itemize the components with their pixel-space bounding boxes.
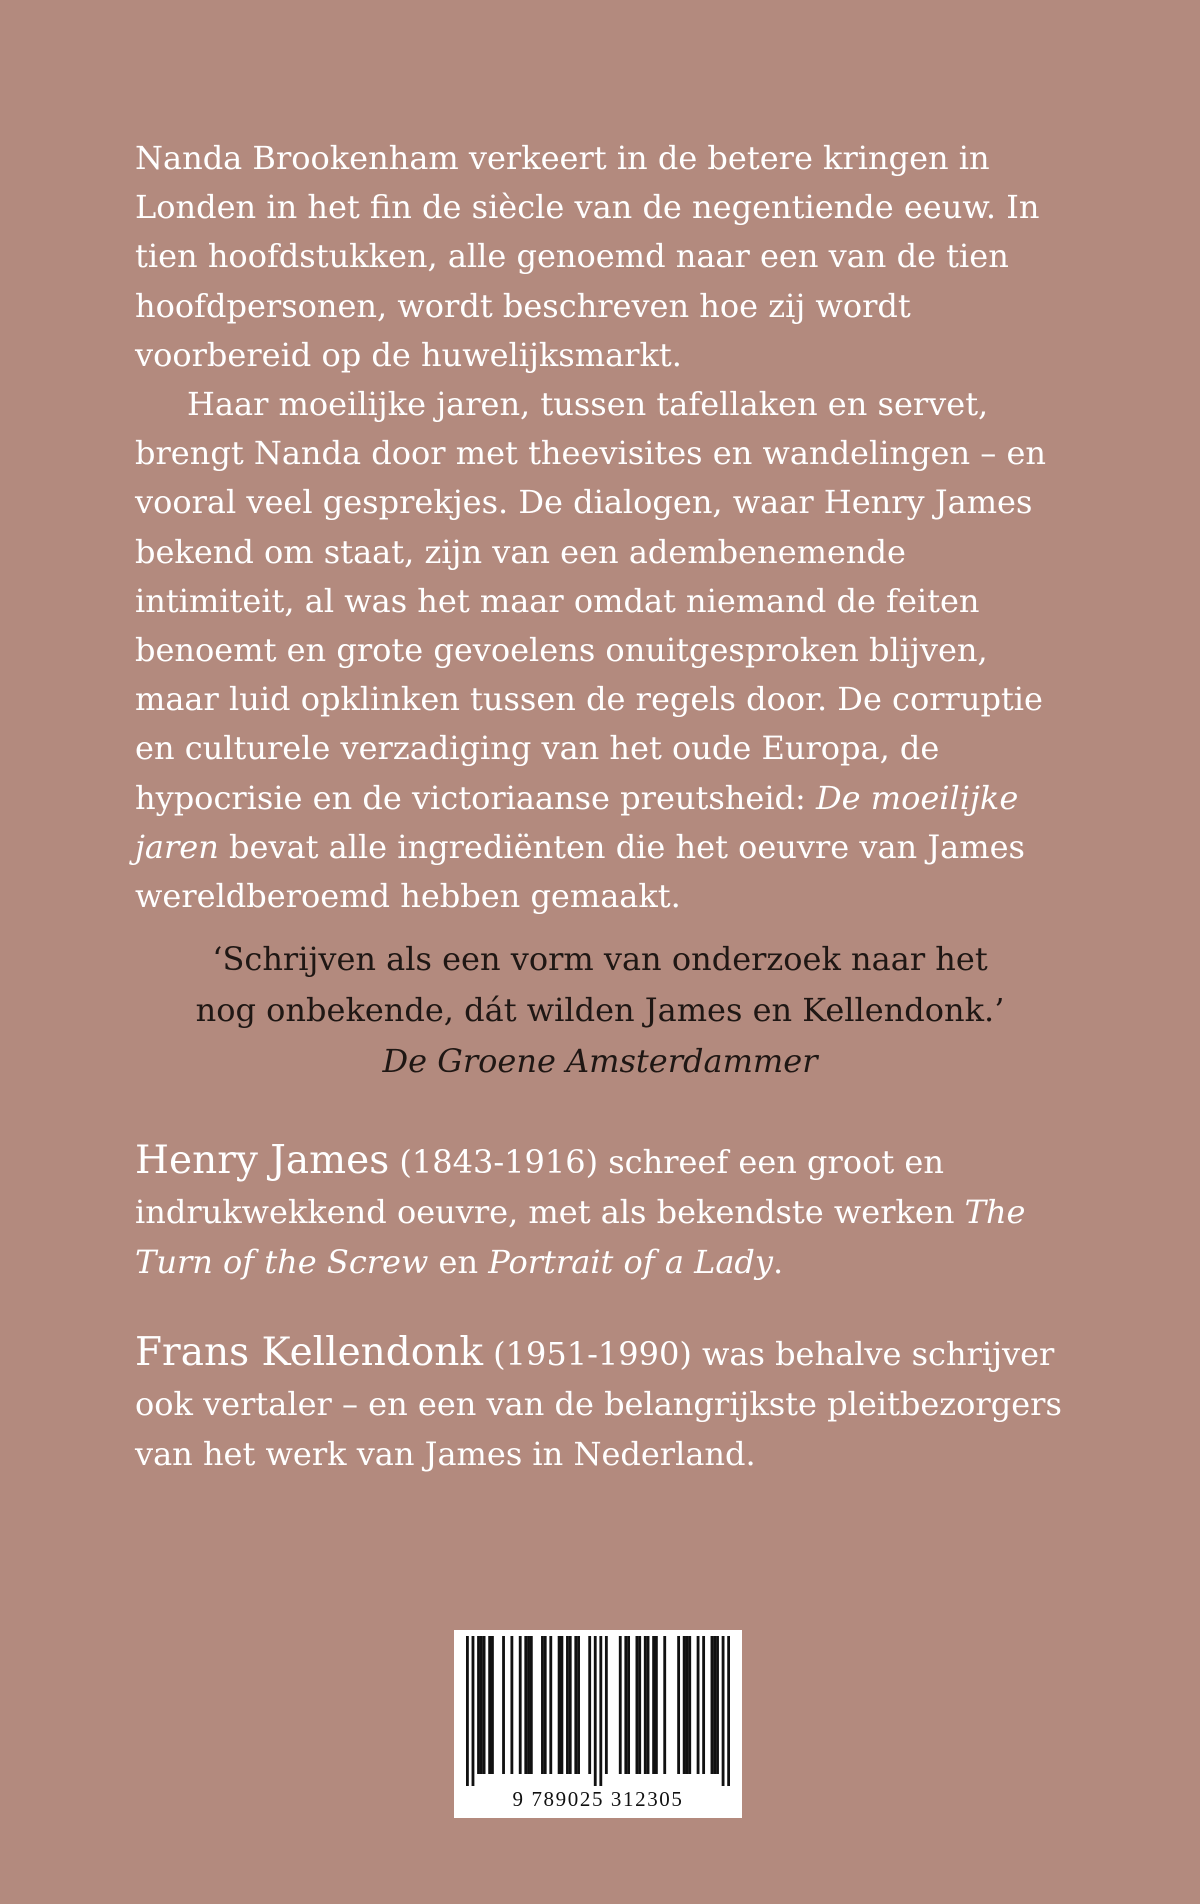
quote-line-2: nog onbekende, dát wilden James en Kellendonk.’ xyxy=(195,991,1005,1029)
barcode-bar xyxy=(524,1636,527,1774)
translator-bio xyxy=(135,1328,1065,1479)
barcode-bar xyxy=(722,1636,725,1786)
author-bio-conjunction: en xyxy=(428,1243,489,1281)
barcode-bar xyxy=(574,1636,577,1774)
barcode-bar xyxy=(472,1636,475,1786)
blurb-paragraph-2-text: Haar moeilijke jaren, tussen tafellaken en servet, brengt Nanda door met theevisites en wandelingen – en vooral veel gesprekjes. De dialogen, waar Henry James bekend om staat, zijn van een adembenemende intimiteit, al was het maar omdat niemand de feiten benoemt en grote gevoelens onuitgesproken blijven, maar luid opklinken tussen de regels door. De corruptie en culturele verzadiging van het oude Europa, de hypocrisie en de victoriaanse preutsheid: xyxy=(135,385,1046,817)
quote-line-1: ‘Schrijven als een vorm van onderzoek naar het xyxy=(212,940,988,978)
barcode-bar xyxy=(483,1636,486,1774)
translator-name: Frans Kellendonk xyxy=(135,1330,483,1375)
barcode-bar xyxy=(727,1636,730,1786)
barcode-bar xyxy=(466,1636,469,1786)
barcode-bar xyxy=(541,1636,544,1774)
barcode-bar xyxy=(519,1636,522,1774)
barcode-bar xyxy=(544,1636,547,1774)
barcode-bar xyxy=(527,1636,530,1774)
barcode-bar xyxy=(594,1636,597,1786)
barcode-bar xyxy=(569,1636,572,1774)
book-title: De moeilijke jaren xyxy=(135,778,1019,866)
barcode-bar xyxy=(624,1636,627,1774)
barcode-bar xyxy=(683,1636,686,1774)
barcode-bar xyxy=(697,1636,700,1774)
barcode-bar xyxy=(647,1636,650,1774)
barcode-bar xyxy=(638,1636,641,1774)
barcode-bar xyxy=(636,1636,639,1774)
author-bio-text: (1843-1916) schreef een groot en indrukwekkend oeuvre, met als bekendste werken xyxy=(135,1143,965,1231)
barcode-bar xyxy=(619,1636,622,1774)
barcode-bar xyxy=(510,1636,513,1774)
quote-source: De Groene Amsterdammer xyxy=(382,1042,818,1080)
barcode-bar xyxy=(560,1636,563,1774)
author-name: Henry James xyxy=(135,1138,390,1183)
barcode-bar xyxy=(502,1636,505,1774)
barcode-bar xyxy=(588,1636,591,1774)
barcode-digits: 9 789025 312305 xyxy=(512,1787,684,1811)
barcode-bar xyxy=(655,1636,658,1774)
author-work-1: The Turn of the Screw xyxy=(135,1193,1026,1281)
barcode-bar xyxy=(686,1636,689,1774)
blurb-paragraph-2-end: bevat alle ingrediënten die het oeuvre van James wereldberoemd hebben gemaakt. xyxy=(135,827,1025,916)
blurb-paragraph-1: Nanda Brookenham verkeert in de betere kringen in Londen in het fin de siècle van de negentiende eeuw. In tien hoofdstukken, alle genoemd naar een van de tien hoofdpersonen, wordt beschreven hoe zij wordt voorbereid op de huwelijksmarkt. xyxy=(135,139,1040,374)
barcode-bar xyxy=(477,1636,480,1774)
barcode-bar xyxy=(566,1636,569,1774)
barcode-bar xyxy=(663,1636,666,1774)
blurb-paragraph-2 xyxy=(135,380,1065,921)
barcode-bar xyxy=(491,1636,494,1774)
barcode-bar xyxy=(530,1636,533,1774)
author-work-2: Portrait of a Lady xyxy=(488,1243,773,1281)
barcode-bar xyxy=(644,1636,647,1774)
barcode-bars xyxy=(466,1636,730,1786)
barcode-bar xyxy=(577,1636,580,1774)
author-bio xyxy=(135,1136,1065,1287)
barcode-bar xyxy=(605,1636,608,1774)
description-blurb xyxy=(135,134,1065,921)
barcode-bar xyxy=(488,1636,491,1774)
barcode-bar xyxy=(702,1636,705,1774)
barcode-bar xyxy=(677,1636,680,1774)
press-quote xyxy=(135,934,1065,1087)
barcode-bar xyxy=(711,1636,714,1774)
translator-bio-text: (1951-1990) was behalve schrijver ook vertaler – en een van de belangrijkste pleitbezorgers van het werk van James in Nederland. xyxy=(135,1335,1062,1473)
barcode-bar xyxy=(713,1636,716,1774)
barcode-bar xyxy=(480,1636,483,1774)
barcode-bar xyxy=(599,1636,602,1786)
barcode-bar xyxy=(558,1636,561,1774)
barcode-bar xyxy=(627,1636,630,1774)
barcode-bar xyxy=(549,1636,552,1774)
barcode-bar xyxy=(688,1636,691,1774)
barcode-bar xyxy=(652,1636,655,1774)
isbn-barcode xyxy=(454,1630,742,1818)
author-bio-end: . xyxy=(772,1243,784,1281)
barcode-bar xyxy=(716,1636,719,1774)
